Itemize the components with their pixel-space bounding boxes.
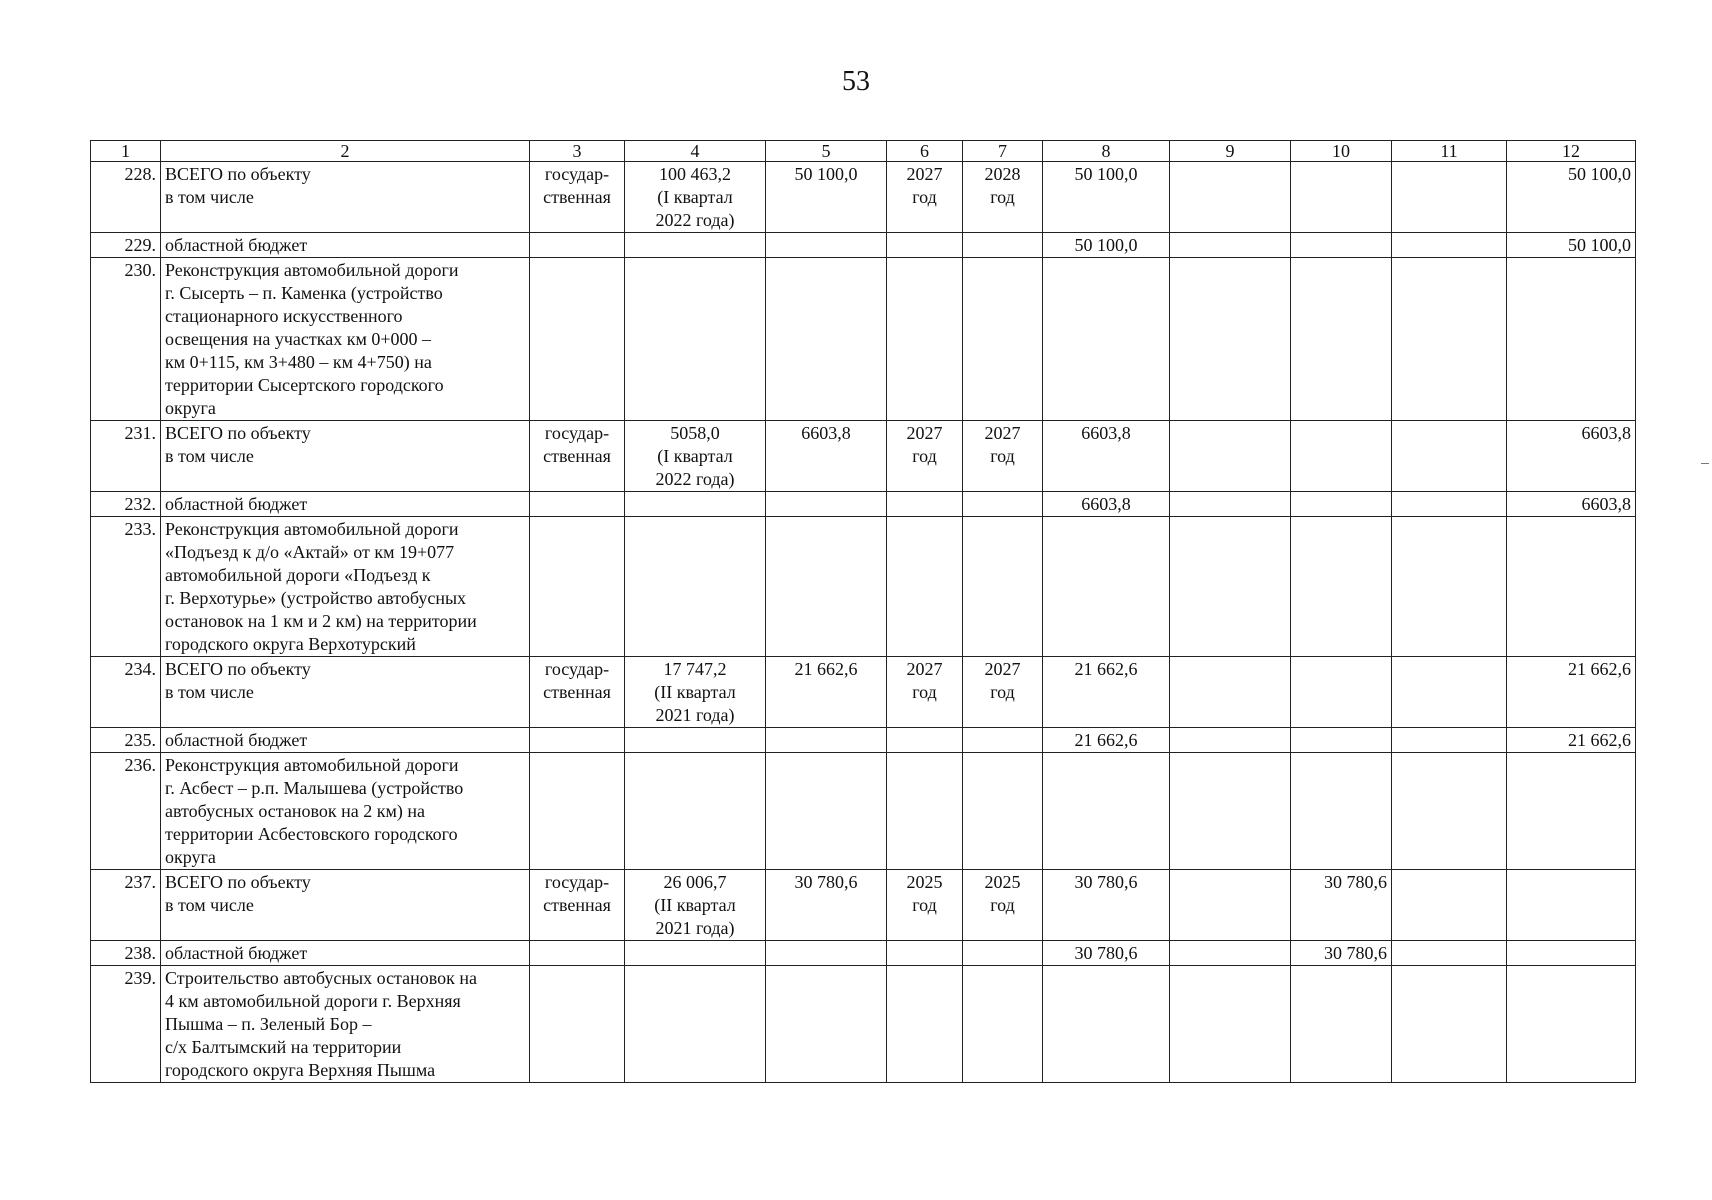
scan-mark xyxy=(1701,463,1709,464)
item-name-cell xyxy=(161,870,530,941)
cell-line: областной бюджет xyxy=(165,235,308,255)
end-year-cell xyxy=(963,753,1043,870)
ownership-cell xyxy=(530,966,625,1083)
item-name-cell xyxy=(161,421,530,492)
header-cell: 4 xyxy=(625,141,766,162)
value-cell-12 xyxy=(1507,870,1636,941)
end-year-cell xyxy=(963,258,1043,421)
value-cell-10 xyxy=(1291,517,1392,657)
cell-line: г. Верхотурье» (устройство автобусных xyxy=(165,588,467,608)
total-cell: 21 662,6 xyxy=(1043,728,1170,753)
ownership-cell xyxy=(530,941,625,966)
header-cell: 10 xyxy=(1291,141,1392,162)
cell-line: ВСЕГО по объекту xyxy=(165,659,311,679)
cell-line: в том числе xyxy=(165,682,254,702)
cost-cell xyxy=(766,941,887,966)
end-year-cell xyxy=(963,233,1043,258)
estimated-cost-cell xyxy=(625,870,766,941)
item-name-cell xyxy=(161,966,530,1083)
start-year-cell xyxy=(887,258,963,421)
header-cell: 9 xyxy=(1170,141,1291,162)
estimated-cost-cell xyxy=(625,492,766,517)
start-year-cell xyxy=(887,966,963,1083)
cell-line: ВСЕГО по объекту xyxy=(165,164,311,184)
cell-line: 2027 xyxy=(906,164,943,184)
ownership-cell xyxy=(530,753,625,870)
cell-line: в том числе xyxy=(165,446,254,466)
cell-line: 2027 xyxy=(906,423,943,443)
cell-line: в том числе xyxy=(165,895,254,915)
total-cell xyxy=(1043,966,1170,1083)
estimated-cost-cell xyxy=(625,966,766,1083)
item-name-cell xyxy=(161,941,530,966)
cell-line: 2027 xyxy=(906,659,943,679)
cell-line: г. Асбест – р.п. Малышева (устройство xyxy=(165,778,464,798)
cell-line: (II квартал xyxy=(654,895,736,915)
cell-line: год xyxy=(912,187,937,207)
start-year-cell xyxy=(887,517,963,657)
row-number-cell: 230. xyxy=(91,258,161,421)
cell-line: ВСЕГО по объекту xyxy=(165,872,311,892)
cell-line: 2022 года) xyxy=(655,210,735,230)
header-row xyxy=(91,141,1636,162)
end-year-cell xyxy=(963,966,1043,1083)
table-row xyxy=(91,728,1636,753)
item-name-cell xyxy=(161,517,530,657)
value-cell-12: 50 100,0 xyxy=(1507,233,1636,258)
value-cell-9 xyxy=(1170,258,1291,421)
value-cell-10 xyxy=(1291,657,1392,728)
value-cell-11 xyxy=(1392,258,1507,421)
item-name-cell xyxy=(161,753,530,870)
end-year-cell xyxy=(963,421,1043,492)
cell-line: (I квартал xyxy=(657,446,733,466)
cell-line: 2025 xyxy=(906,872,943,892)
header-cell: 5 xyxy=(766,141,887,162)
item-name-cell xyxy=(161,728,530,753)
estimated-cost-cell xyxy=(625,941,766,966)
cell-line: год xyxy=(990,895,1015,915)
cell-line: 4 км автомобильной дороги г. Верхняя xyxy=(165,991,461,1011)
cell-line: территории Асбестовского городского xyxy=(165,824,458,844)
cell-line: «Подъезд к д/о «Актай» от км 19+077 xyxy=(165,542,455,562)
cell-line: областной бюджет xyxy=(165,494,308,514)
table-row xyxy=(91,258,1636,421)
value-cell-11 xyxy=(1392,517,1507,657)
value-cell-11 xyxy=(1392,966,1507,1083)
row-number-cell: 237. xyxy=(91,870,161,941)
cell-line: 100 463,2 xyxy=(659,164,731,184)
header-cell: 1 xyxy=(91,141,161,162)
value-cell-12 xyxy=(1507,941,1636,966)
row-number-cell: 233. xyxy=(91,517,161,657)
cell-line: 2027 xyxy=(984,659,1021,679)
value-cell-12: 50 100,0 xyxy=(1507,162,1636,233)
ownership-cell xyxy=(530,492,625,517)
value-cell-9 xyxy=(1170,421,1291,492)
cell-line: Реконструкция автомобильной дороги xyxy=(165,260,459,280)
header-cell: 2 xyxy=(161,141,530,162)
ownership-cell xyxy=(530,728,625,753)
value-cell-9 xyxy=(1170,728,1291,753)
cell-line: государ- xyxy=(544,872,610,892)
value-cell-12: 21 662,6 xyxy=(1507,728,1636,753)
value-cell-9 xyxy=(1170,870,1291,941)
table-row xyxy=(91,421,1636,492)
cell-line: Реконструкция автомобильной дороги xyxy=(165,519,459,539)
cell-line: округа xyxy=(165,398,216,418)
start-year-cell xyxy=(887,657,963,728)
cell-line: 26 006,7 xyxy=(663,872,727,892)
end-year-cell xyxy=(963,492,1043,517)
start-year-cell xyxy=(887,941,963,966)
estimated-cost-cell xyxy=(625,517,766,657)
item-name-cell xyxy=(161,233,530,258)
total-cell: 30 780,6 xyxy=(1043,941,1170,966)
value-cell-10 xyxy=(1291,162,1392,233)
end-year-cell xyxy=(963,870,1043,941)
row-number-cell: 229. xyxy=(91,233,161,258)
item-name-cell xyxy=(161,657,530,728)
value-cell-10 xyxy=(1291,966,1392,1083)
value-cell-12: 6603,8 xyxy=(1507,421,1636,492)
value-cell-10 xyxy=(1291,753,1392,870)
header-cell: 12 xyxy=(1507,141,1636,162)
value-cell-11 xyxy=(1392,728,1507,753)
row-number-cell: 236. xyxy=(91,753,161,870)
cell-line: 2025 xyxy=(984,872,1021,892)
value-cell-9 xyxy=(1170,941,1291,966)
table-row xyxy=(91,517,1636,657)
row-number-cell: 238. xyxy=(91,941,161,966)
cell-line: год xyxy=(912,895,937,915)
value-cell-10 xyxy=(1291,728,1392,753)
total-cell: 50 100,0 xyxy=(1043,233,1170,258)
end-year-cell xyxy=(963,657,1043,728)
value-cell-9 xyxy=(1170,753,1291,870)
ownership-cell xyxy=(530,162,625,233)
value-cell-10 xyxy=(1291,258,1392,421)
cell-line: с/х Балтымский на территории xyxy=(165,1037,402,1057)
value-cell-9 xyxy=(1170,162,1291,233)
cell-line: городского округа Верхняя Пышма xyxy=(165,1060,436,1080)
value-cell-11 xyxy=(1392,657,1507,728)
cost-cell: 21 662,6 xyxy=(766,657,887,728)
value-cell-12 xyxy=(1507,258,1636,421)
ownership-cell xyxy=(530,258,625,421)
cell-line: автобусных остановок на 2 км) на xyxy=(165,801,425,821)
value-cell-11 xyxy=(1392,753,1507,870)
ownership-cell xyxy=(530,517,625,657)
cell-line: округа xyxy=(165,847,216,867)
estimated-cost-cell xyxy=(625,421,766,492)
total-cell: 21 662,6 xyxy=(1043,657,1170,728)
cell-line: год xyxy=(912,446,937,466)
ownership-cell xyxy=(530,233,625,258)
cell-line: стационарного искусственного xyxy=(165,306,403,326)
cell-line: год xyxy=(990,187,1015,207)
estimated-cost-cell xyxy=(625,258,766,421)
table-row xyxy=(91,657,1636,728)
table-row xyxy=(91,753,1636,870)
cell-line: 5058,0 xyxy=(670,423,720,443)
cell-line: государ- xyxy=(544,164,610,184)
value-cell-10: 30 780,6 xyxy=(1291,870,1392,941)
ownership-cell xyxy=(530,870,625,941)
start-year-cell xyxy=(887,233,963,258)
budget-table xyxy=(90,140,1636,1083)
cost-cell: 30 780,6 xyxy=(766,870,887,941)
row-number-cell: 235. xyxy=(91,728,161,753)
header-cell: 6 xyxy=(887,141,963,162)
value-cell-10 xyxy=(1291,233,1392,258)
value-cell-12 xyxy=(1507,966,1636,1083)
header-cell: 3 xyxy=(530,141,625,162)
cost-cell xyxy=(766,233,887,258)
cell-line: г. Сысерть – п. Каменка (устройство xyxy=(165,283,443,303)
item-name-cell xyxy=(161,258,530,421)
cell-line: 2022 года) xyxy=(655,469,735,489)
value-cell-11 xyxy=(1392,233,1507,258)
row-number-cell: 228. xyxy=(91,162,161,233)
end-year-cell xyxy=(963,941,1043,966)
value-cell-11 xyxy=(1392,870,1507,941)
row-number-cell: 239. xyxy=(91,966,161,1083)
estimated-cost-cell xyxy=(625,753,766,870)
table-row xyxy=(91,941,1636,966)
cell-line: ственная xyxy=(543,187,611,207)
cell-line: (I квартал xyxy=(657,187,733,207)
start-year-cell xyxy=(887,728,963,753)
estimated-cost-cell xyxy=(625,657,766,728)
cell-line: ственная xyxy=(543,446,611,466)
item-name-cell xyxy=(161,162,530,233)
total-cell: 6603,8 xyxy=(1043,492,1170,517)
total-cell: 6603,8 xyxy=(1043,421,1170,492)
value-cell-11 xyxy=(1392,941,1507,966)
total-cell xyxy=(1043,517,1170,657)
table-body xyxy=(91,162,1636,1083)
table-row xyxy=(91,233,1636,258)
value-cell-9 xyxy=(1170,657,1291,728)
value-cell-9 xyxy=(1170,492,1291,517)
header-cell: 8 xyxy=(1043,141,1170,162)
end-year-cell xyxy=(963,162,1043,233)
cell-line: год xyxy=(912,682,937,702)
cell-line: государ- xyxy=(544,423,610,443)
table-row xyxy=(91,492,1636,517)
start-year-cell xyxy=(887,162,963,233)
cell-line: территории Сысертского городского xyxy=(165,375,444,395)
cell-line: 17 747,2 xyxy=(663,659,727,679)
header-cell: 11 xyxy=(1392,141,1507,162)
table-row xyxy=(91,870,1636,941)
estimated-cost-cell xyxy=(625,162,766,233)
cell-line: км 0+115, км 3+480 – км 4+750) на xyxy=(165,352,432,372)
cell-line: ВСЕГО по объекту xyxy=(165,423,311,443)
row-number-cell: 231. xyxy=(91,421,161,492)
start-year-cell xyxy=(887,753,963,870)
cell-line: областной бюджет xyxy=(165,730,308,750)
row-number-cell: 234. xyxy=(91,657,161,728)
cost-cell xyxy=(766,517,887,657)
cost-cell xyxy=(766,753,887,870)
value-cell-9 xyxy=(1170,517,1291,657)
estimated-cost-cell xyxy=(625,728,766,753)
cost-cell xyxy=(766,258,887,421)
cell-line: в том числе xyxy=(165,187,254,207)
end-year-cell xyxy=(963,728,1043,753)
cell-line: освещения на участках км 0+000 – xyxy=(165,329,431,349)
value-cell-10 xyxy=(1291,421,1392,492)
cell-line: год xyxy=(990,682,1015,702)
item-name-cell xyxy=(161,492,530,517)
cell-line: 2027 xyxy=(984,423,1021,443)
value-cell-10 xyxy=(1291,492,1392,517)
cell-line: (II квартал xyxy=(654,682,736,702)
estimated-cost-cell xyxy=(625,233,766,258)
start-year-cell xyxy=(887,492,963,517)
cell-line: городского округа Верхотурский xyxy=(165,634,416,654)
cell-line: год xyxy=(990,446,1015,466)
value-cell-10: 30 780,6 xyxy=(1291,941,1392,966)
start-year-cell xyxy=(887,421,963,492)
start-year-cell xyxy=(887,870,963,941)
value-cell-11 xyxy=(1392,421,1507,492)
cost-cell xyxy=(766,966,887,1083)
value-cell-12 xyxy=(1507,517,1636,657)
page-number: 53 xyxy=(842,66,870,97)
value-cell-11 xyxy=(1392,162,1507,233)
value-cell-9 xyxy=(1170,233,1291,258)
cell-line: Реконструкция автомобильной дороги xyxy=(165,755,459,775)
total-cell: 30 780,6 xyxy=(1043,870,1170,941)
cell-line: остановок на 1 км и 2 км) на территории xyxy=(165,611,477,631)
cost-cell xyxy=(766,728,887,753)
header-cell: 7 xyxy=(963,141,1043,162)
cell-line: Строительство автобусных остановок на xyxy=(165,968,478,988)
total-cell xyxy=(1043,753,1170,870)
cost-cell: 6603,8 xyxy=(766,421,887,492)
value-cell-12: 6603,8 xyxy=(1507,492,1636,517)
table-row xyxy=(91,966,1636,1083)
cell-line: областной бюджет xyxy=(165,943,308,963)
cell-line: ственная xyxy=(543,895,611,915)
cell-line: ственная xyxy=(543,682,611,702)
cell-line: Пышма – п. Зеленый Бор – xyxy=(165,1014,372,1034)
ownership-cell xyxy=(530,421,625,492)
value-cell-12: 21 662,6 xyxy=(1507,657,1636,728)
cell-line: 2021 года) xyxy=(655,705,735,725)
cell-line: автомобильной дороги «Подъезд к xyxy=(165,565,431,585)
value-cell-9 xyxy=(1170,966,1291,1083)
total-cell xyxy=(1043,258,1170,421)
cost-cell: 50 100,0 xyxy=(766,162,887,233)
cell-line: государ- xyxy=(544,659,610,679)
cell-line: 2028 xyxy=(984,164,1021,184)
cost-cell xyxy=(766,492,887,517)
value-cell-12 xyxy=(1507,753,1636,870)
row-number-cell: 232. xyxy=(91,492,161,517)
table-row xyxy=(91,162,1636,233)
total-cell: 50 100,0 xyxy=(1043,162,1170,233)
cell-line: 2021 года) xyxy=(655,918,735,938)
end-year-cell xyxy=(963,517,1043,657)
ownership-cell xyxy=(530,657,625,728)
value-cell-11 xyxy=(1392,492,1507,517)
